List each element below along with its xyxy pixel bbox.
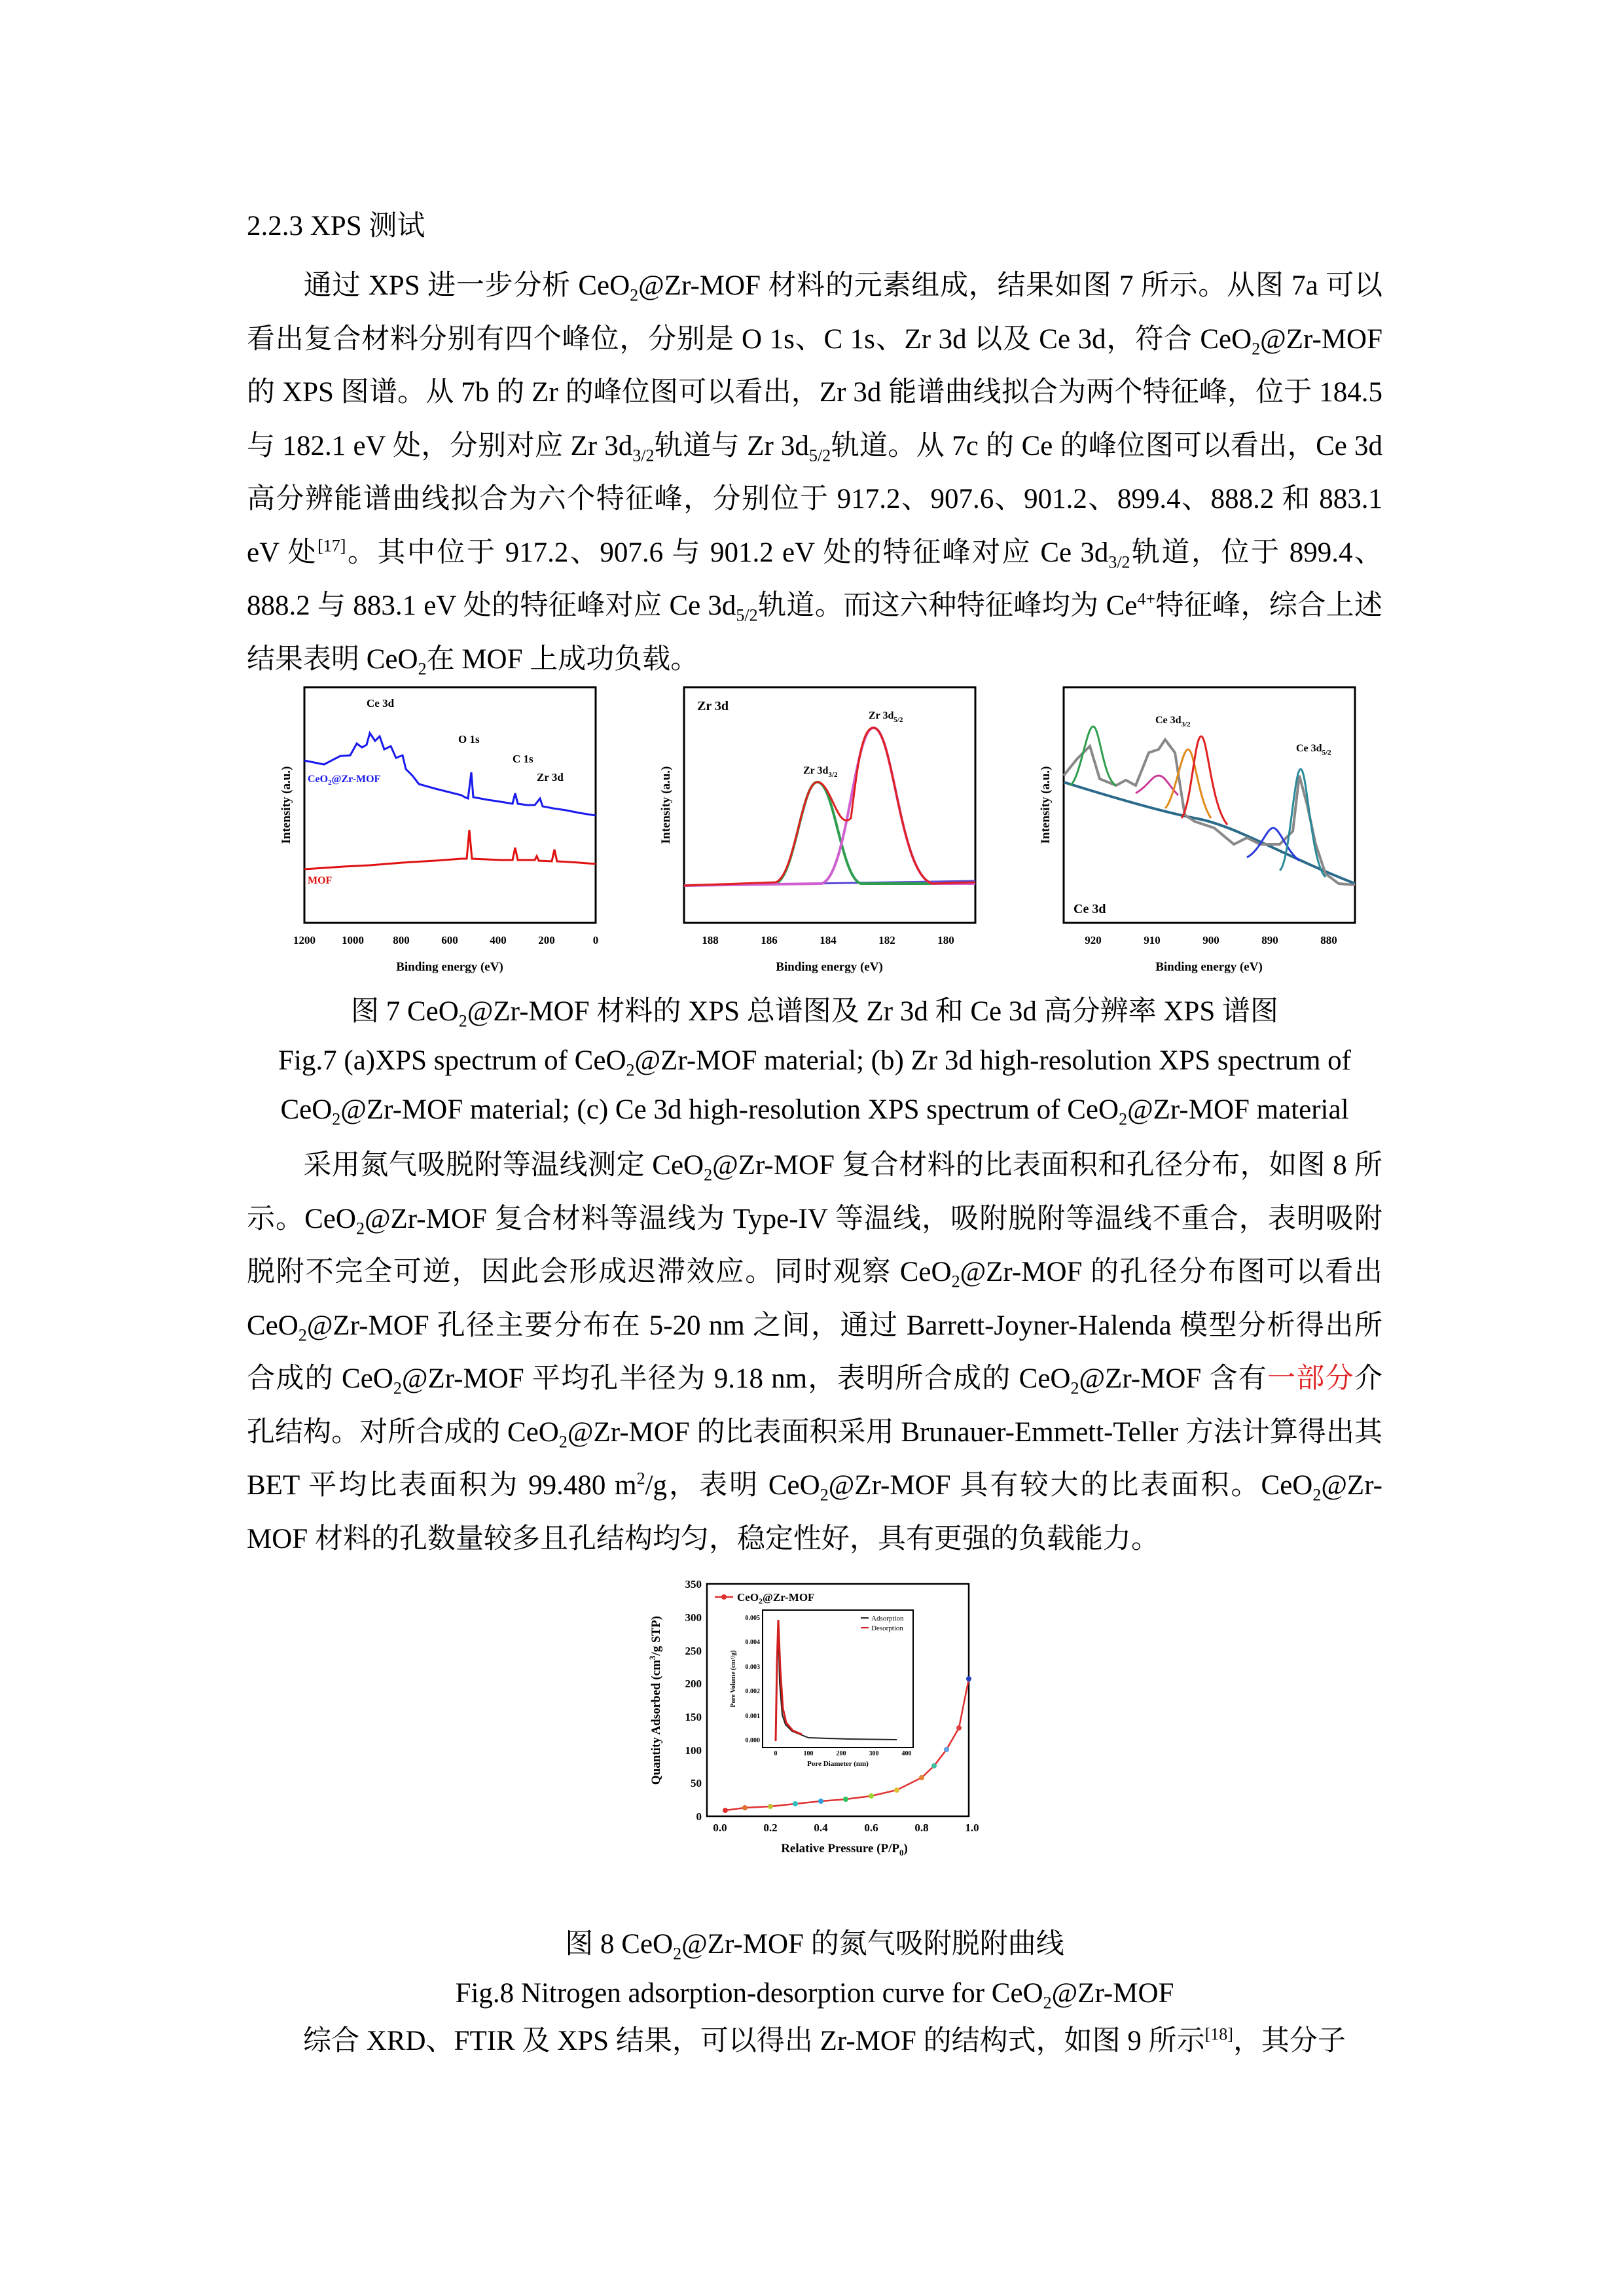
tick-label: 0.6: [864, 1821, 878, 1834]
text: 5/2: [736, 605, 758, 625]
label-zr3d: Zr 3d: [537, 771, 564, 783]
paragraph-bet: 采用氮气吸脱附等温线测定 CeO$_2$@Zr-MOF 复合材料的比表面积和孔径分布，如图 8 所示。CeO$_2$@Zr-MOF 复合材料等温线为 Type-IV 等温线，吸附脱附等温线不重合，表明吸附脱附不完全可逆，因此会形成迟滞效应。同时观察 CeO$_2$@Zr-MOF 的孔径分布图可以看出 CeO$_2$@Zr-MOF 孔径主要分布在 5-20 nm 之间，通过 Barrett-Joyner-Halenda 模型分析得出所合成的 CeO$_2$@Zr-MOF 平均孔半径为 9.18 nm，表明所合成的 CeO$_2$@Zr-MOF 含有一部分介孔结构。对所合成的 CeO$_2$@Zr-MOF 的比表面积采用 Brunauer-Emmett-Teller 方法计算得出其 BET 平均比表面积为 99.480 $m^2/g$，表明 CeO$_2$@Zr-MOF 具有较大的比表面积。CeO$_2$@Zr-MOF 材料的孔数量较多且孔结构均匀，稳定性好，具有更强的负载能力。: [247, 1150, 1382, 1554]
x-axis-label: Binding energy (eV): [776, 960, 883, 974]
x-axis-label: Relative Pressure $(P/P_0)$: [781, 1842, 908, 1857]
inset-legend-label: Adsorption: [871, 1615, 904, 1623]
data-point: [919, 1775, 924, 1780]
data-point: [818, 1799, 823, 1804]
text: 轨道。而这六种特征峰均为 Ce: [757, 590, 1138, 621]
tick-label: 100: [685, 1744, 702, 1757]
tick-label: 186: [761, 934, 778, 946]
fig7a-panel: [280, 687, 598, 974]
tick-label: 1000: [342, 934, 364, 946]
text: @Zr-MOF 的 XPS 图谱。从 7b 的 Zr 的峰位图可以看出，Zr 3d 能谱曲线拟合为两个特征峰，位于 184.5 与 182.1 eV 处，分别对应 Zr 3d: [247, 323, 1382, 461]
fig7a-xticks: [293, 934, 598, 946]
tick-label: 0.8: [914, 1821, 929, 1834]
figure-7-caption-en-line1: Fig.7 (a)XPS spectrum of CeO$_2$@Zr-MOF material; (b) Zr 3d high-resolution XPS spectrum of: [278, 1045, 1351, 1080]
peak-zr3d52: [684, 728, 975, 886]
fig7c-xticks: [1085, 934, 1337, 946]
panel-title: Ce 3d: [1074, 902, 1106, 916]
text: 5/2: [808, 446, 831, 465]
fig8-plot: [647, 1578, 979, 1857]
tick-label: 300: [869, 1750, 879, 1757]
label-mof: MOF: [308, 875, 333, 886]
tick-label: 0.001: [745, 1713, 760, 1720]
tick-label: 200: [685, 1677, 702, 1690]
tick-label: 180: [937, 934, 954, 946]
highlighted-text: 一部分: [1267, 1363, 1354, 1394]
tick-label: 50: [691, 1777, 702, 1789]
text: 2: [418, 659, 427, 679]
data-point: [723, 1808, 728, 1813]
inset-xticks: [774, 1750, 912, 1757]
fig7b-panel: [659, 687, 975, 974]
tick-label: 1200: [293, 934, 316, 946]
data-point: [966, 1676, 971, 1681]
tick-label: 350: [685, 1578, 702, 1590]
baseline-c: [1064, 782, 1355, 884]
tick-label: 200: [836, 1750, 846, 1757]
paragraph-xps: [247, 259, 1382, 686]
tick-label: 0: [696, 1810, 702, 1823]
tick-label: 880: [1320, 934, 1337, 946]
label-ceo2-zr-mof: CeO$_2$@Zr-MOF: [308, 774, 381, 787]
envelope-fit: [684, 728, 975, 886]
label-ce3d32: Ce $3d_{3/2}$: [1155, 715, 1191, 728]
panel-title: Zr 3d: [697, 699, 729, 713]
peak-901: [1165, 749, 1211, 818]
tick-label: 0.4: [814, 1821, 828, 1834]
label-zr3d32: Zr $3d_{3/2}$: [803, 765, 838, 779]
tick-label: 600: [441, 934, 458, 946]
figure-8-caption-cn: 图 8 CeO$_2$@Zr-MOF 的氮气吸附脱附曲线: [565, 1929, 1064, 1964]
inset-x-axis-label: Pore Diameter (nm): [807, 1760, 869, 1768]
figure-7: [249, 674, 1401, 988]
tick-label: 0.002: [745, 1688, 760, 1695]
legend-label: CeO$_2$@Zr-MOF: [737, 1591, 815, 1605]
section-heading: 2.2.3 XPS 测试: [247, 211, 425, 242]
data-point: [742, 1805, 748, 1810]
data-point: [793, 1801, 798, 1806]
citation: [17]: [317, 536, 346, 556]
tick-label: 890: [1261, 934, 1278, 946]
label-o1s: O 1s: [458, 733, 480, 745]
tick-label: 400: [901, 1750, 912, 1757]
text: 轨道。从 7c 的 Ce 的峰位图可以看出，Ce 3d 高分辨能谱曲线拟合为六个特征峰，分别位于 917.2、907.6、901.2、899.4、888.2 和 883.1 eV 处: [247, 430, 1382, 568]
tick-label: 0.005: [745, 1615, 760, 1622]
inset-yticks: [746, 1615, 761, 1744]
data-point: [931, 1763, 937, 1768]
tick-label: 0.000: [745, 1737, 760, 1744]
tick-label: 0.0: [713, 1821, 727, 1834]
label-zr3d52: Zr $3d_{5/2}$: [869, 710, 903, 724]
fig8-inset: [730, 1610, 913, 1768]
legend-marker: [721, 1594, 727, 1600]
plot-frame: [1064, 687, 1355, 923]
tick-label: 0: [774, 1750, 778, 1757]
tick-label: 188: [702, 934, 719, 946]
text: @Zr-MOF 材料的元素组成，结果如图 7 所示。从图 7a 可以看出复合材料分别有四个峰位，分别是 O 1s、C 1s、Zr 3d 以及 Ce 3d，符合 CeO: [247, 270, 1382, 355]
tick-label: 0: [592, 934, 599, 946]
text: 特征峰，综合上述结果表明 CeO: [247, 590, 1382, 675]
fig8-yticks: [685, 1578, 702, 1823]
figure-8-caption-en: Fig.8 Nitrogen adsorption-desorption curve for CeO$_2$@Zr-MOF: [455, 1978, 1174, 2013]
text: 通过 XPS 进一步分析 CeO: [303, 270, 630, 301]
text: 2: [1252, 339, 1261, 359]
citation: [18]: [1204, 2024, 1233, 2044]
tick-label: 100: [803, 1750, 814, 1757]
fig7b-xticks: [702, 934, 954, 946]
tick-label: 910: [1144, 934, 1161, 946]
data-point: [894, 1787, 899, 1793]
text: 在 MOF 上成功负载。: [426, 643, 699, 675]
tick-label: 0.003: [745, 1664, 760, 1671]
tick-label: 0.2: [763, 1821, 778, 1834]
tick-label: 1.0: [965, 1821, 979, 1834]
text: 2: [630, 285, 639, 305]
text: 。其中位于 917.2、907.6 与 901.2 eV 处的特征峰对应 Ce 3d: [346, 537, 1109, 568]
text: 轨道与 Zr 3d: [654, 430, 809, 461]
series-mof: [304, 830, 596, 869]
inset-legend-label: Desorption: [871, 1624, 903, 1632]
y-axis-label: Intensity (a.u.): [280, 766, 293, 844]
data-point: [843, 1797, 848, 1802]
data-point: [869, 1793, 874, 1799]
x-axis-label: Binding energy (eV): [396, 960, 503, 974]
tick-label: 200: [538, 934, 555, 946]
data-point: [768, 1804, 773, 1809]
paragraph-structure: 综合 XRD、FTIR 及 XPS 结果，可以得出 Zr-MOF 的结构式，如图 9 所示[18]，其分子: [303, 2024, 1346, 2056]
tick-label: 900: [1202, 934, 1219, 946]
tick-label: 182: [878, 934, 895, 946]
label-c1s: C 1s: [513, 753, 533, 765]
tick-label: 300: [685, 1611, 702, 1624]
tick-label: 400: [490, 934, 507, 946]
tick-label: 150: [685, 1711, 702, 1723]
plot-frame: [684, 687, 975, 923]
x-axis-label: Binding energy (eV): [1155, 960, 1263, 974]
fig7c-panel: [1039, 687, 1355, 974]
data-point: [944, 1747, 949, 1752]
tick-label: 184: [820, 934, 837, 946]
tick-label: 0.004: [745, 1639, 760, 1646]
tick-label: 920: [1085, 934, 1102, 946]
data-point: [956, 1725, 962, 1731]
text: 3/2: [1108, 552, 1130, 572]
text: 轨道，位于 899.4、888.2 与 883.1 eV 处的特征峰对应 Ce 3d: [247, 537, 1382, 621]
plot-frame: [304, 687, 596, 923]
y-axis-label: Quantity Adsorbed ($cm^3/g$ STP): [647, 1615, 663, 1785]
figure-7-caption-en-line2: CeO$_2$@Zr-MOF material; (c) Ce 3d high-resolution XPS spectrum of CeO$_2$@Zr-MOF material: [280, 1094, 1349, 1129]
figure-8: [622, 1574, 1001, 1895]
tick-label: 250: [685, 1645, 702, 1657]
y-axis-label: Intensity (a.u.): [659, 766, 673, 844]
figure-7-caption-cn: 图 7 CeO$_2$@Zr-MOF 材料的 XPS 总谱图及 Zr 3d 和 Ce 3d 高分辨率 XPS 谱图: [350, 996, 1279, 1031]
inset-y-axis-label: Pore Volume (cm³/g): [730, 1650, 737, 1708]
label-ce3d52: Ce $3d_{5/2}$: [1296, 743, 1331, 757]
text: 3/2: [632, 446, 655, 465]
text: 4+: [1137, 589, 1156, 609]
y-axis-label: Intensity (a.u.): [1039, 766, 1053, 844]
tick-label: 800: [393, 934, 410, 946]
fig8-xticks: [713, 1821, 979, 1834]
label-ce3d: Ce 3d: [367, 697, 395, 709]
